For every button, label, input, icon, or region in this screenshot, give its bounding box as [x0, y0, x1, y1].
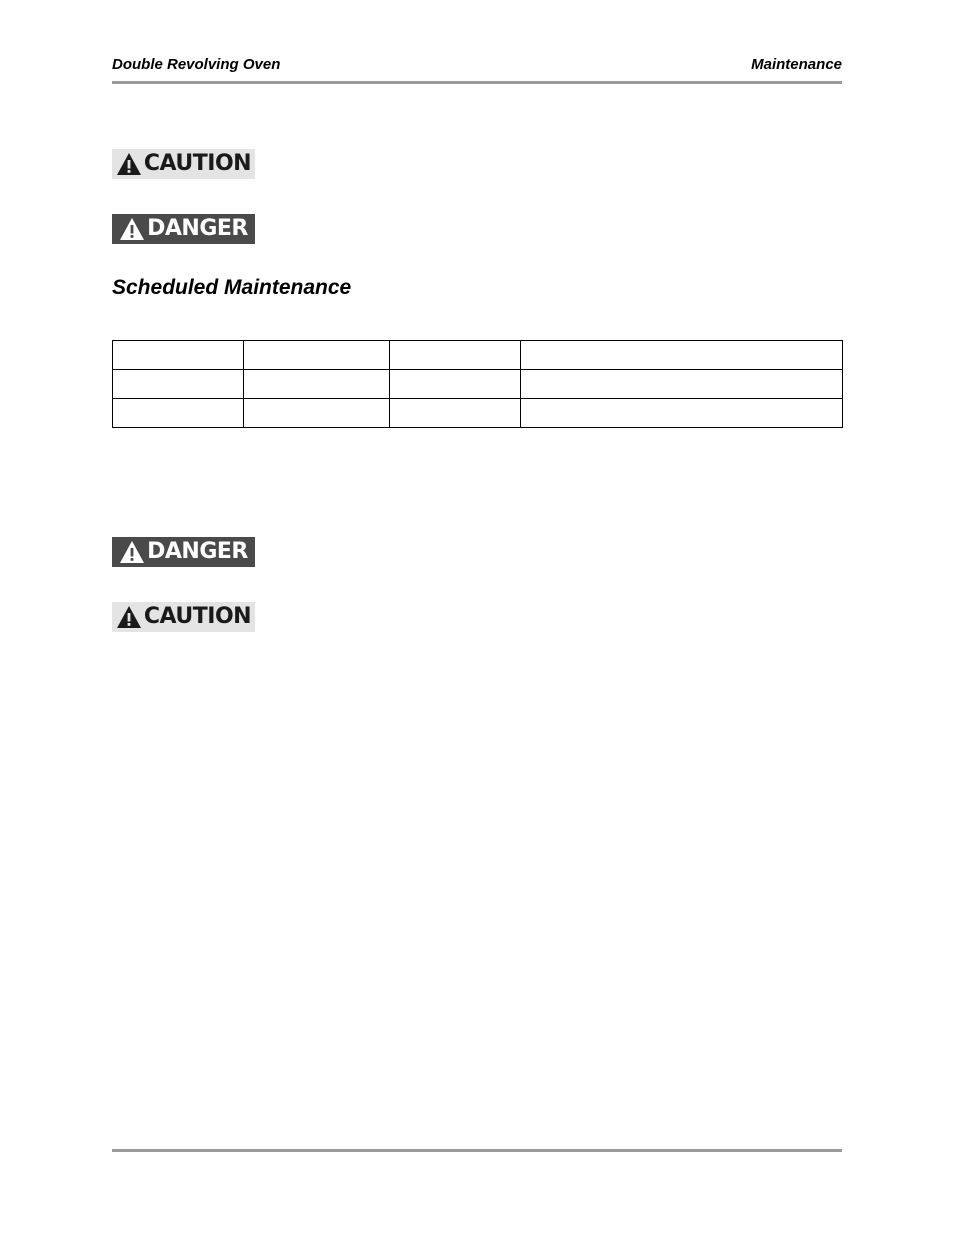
table-cell [390, 399, 521, 428]
caution-label: CAUTION [143, 151, 252, 176]
table-cell [113, 341, 244, 370]
header-section-title: Maintenance [751, 56, 842, 73]
table-cell [244, 341, 390, 370]
caution-badge [112, 149, 255, 179]
footer-divider [112, 1149, 842, 1152]
caution-label: CAUTION [143, 604, 252, 629]
table-cell [113, 370, 244, 399]
table-row [113, 341, 843, 370]
page-header [112, 55, 842, 75]
table-row [113, 399, 843, 428]
header-document-title: Double Revolving Oven [112, 56, 281, 73]
caution-badge [112, 602, 255, 632]
danger-label: DANGER [147, 539, 248, 564]
warning-triangle-icon [119, 217, 145, 241]
table-row [113, 370, 843, 399]
section-title: Scheduled Maintenance [112, 276, 352, 299]
table-cell [244, 370, 390, 399]
header-divider [112, 81, 842, 84]
danger-badge [112, 537, 255, 567]
table-cell [390, 341, 521, 370]
warning-triangle-icon [116, 152, 142, 176]
table-cell [113, 399, 244, 428]
danger-label: DANGER [147, 216, 248, 241]
danger-badge [112, 214, 255, 244]
table-cell [521, 341, 843, 370]
table-cell [244, 399, 390, 428]
table-cell [521, 399, 843, 428]
maintenance-table [112, 340, 843, 428]
table-cell [390, 370, 521, 399]
table-cell [521, 370, 843, 399]
warning-triangle-icon [119, 540, 145, 564]
warning-triangle-icon [116, 605, 142, 629]
